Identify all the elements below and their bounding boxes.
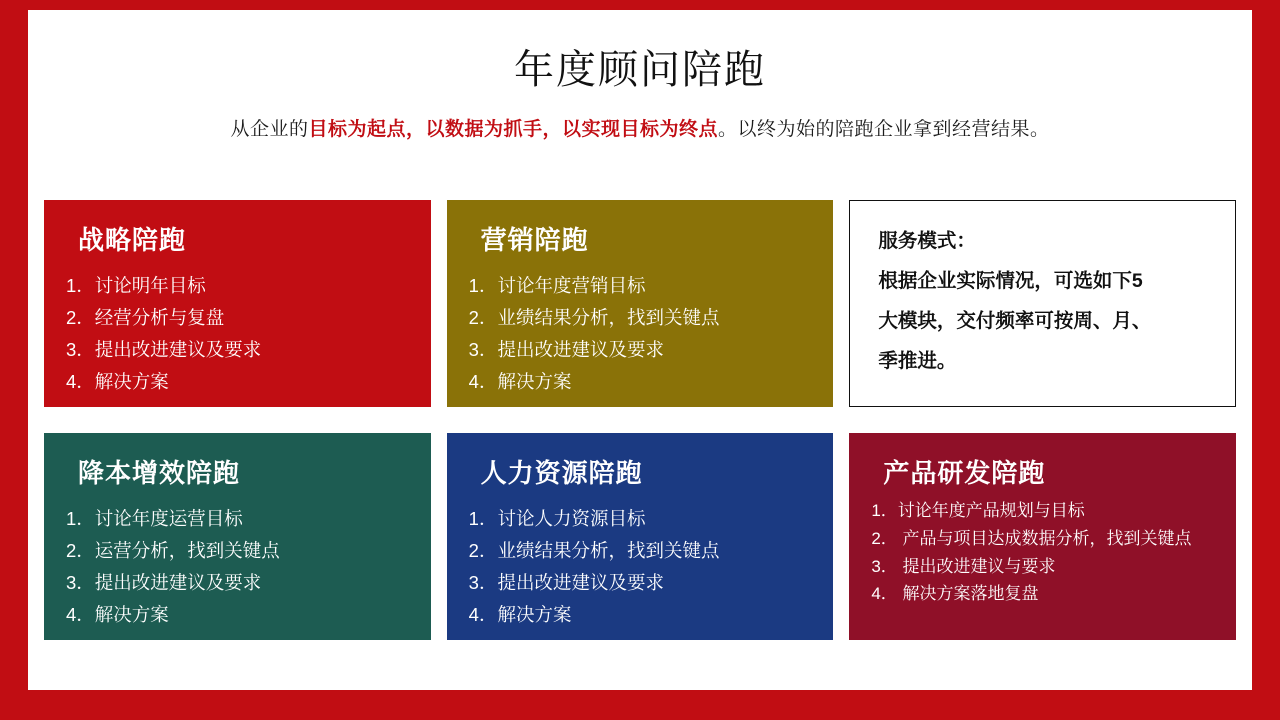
list-item: 3．提出改进建议及要求 bbox=[468, 571, 664, 593]
list-item: 1．讨论年度运营目标 bbox=[66, 508, 243, 529]
card-product-rnd[interactable] bbox=[849, 433, 1236, 640]
card-strategy[interactable] bbox=[44, 200, 431, 407]
card-cost-efficiency[interactable] bbox=[44, 433, 431, 640]
card-human-resources-title: 人力资源陪跑 bbox=[480, 458, 643, 488]
list-item: 2．业绩结果分析，找到关键点 bbox=[468, 539, 720, 561]
card-human-resources[interactable] bbox=[447, 433, 834, 640]
list-item: 1．讨论人力资源目标 bbox=[468, 508, 646, 529]
card-strategy-list bbox=[66, 271, 409, 397]
list-item: 4．解决方案 bbox=[66, 370, 169, 392]
list-item: 2．业绩结果分析，找到关键点 bbox=[468, 306, 720, 328]
card-row-bottom bbox=[28, 433, 1252, 640]
card-product-rnd-title: 产品研发陪跑 bbox=[883, 458, 1046, 488]
slide-subtitle bbox=[28, 92, 1252, 141]
service-model-heading: 服务模式： bbox=[878, 230, 976, 252]
card-marketing-title: 营销陪跑 bbox=[480, 225, 589, 255]
page-title: 年度顾问陪跑 bbox=[514, 48, 766, 92]
list-item: 3．提出改进建议及要求 bbox=[66, 338, 262, 360]
card-grid bbox=[28, 200, 1252, 640]
card-marketing[interactable] bbox=[447, 200, 834, 407]
slide-canvas bbox=[28, 10, 1252, 690]
card-row-top bbox=[28, 200, 1252, 407]
card-product-rnd-list bbox=[871, 498, 1214, 607]
subtitle-highlight: 目标为起点，以数据为抓手，以实现目标为终点 bbox=[308, 119, 718, 140]
list-item: 4．解决方案 bbox=[66, 603, 169, 625]
service-model-body bbox=[872, 219, 1213, 379]
list-item: 4．解决方案 bbox=[468, 603, 572, 625]
list-item: 2． 产品与项目达成数据分析，找到关键点 bbox=[871, 528, 1192, 548]
card-marketing-list bbox=[469, 271, 812, 397]
card-service-model[interactable] bbox=[849, 200, 1236, 407]
list-item: 2．经营分析与复盘 bbox=[66, 306, 225, 328]
list-item: 3． 提出改进建议与要求 bbox=[871, 556, 1056, 576]
subtitle-prefix: 从企业的 bbox=[230, 119, 309, 140]
subtitle-suffix: 。以终为始的陪跑企业拿到经营结果。 bbox=[718, 119, 1050, 140]
card-strategy-title: 战略陪跑 bbox=[78, 225, 187, 255]
card-cost-efficiency-list bbox=[66, 504, 409, 630]
service-model-line3: 季推进。 bbox=[878, 350, 957, 373]
list-item: 1．讨论年度营销目标 bbox=[468, 275, 646, 296]
service-model-line2: 大模块，交付频率可按周、月、 bbox=[878, 310, 1152, 333]
list-item: 4． 解决方案落地复盘 bbox=[871, 584, 1039, 604]
list-item: 3．提出改进建议及要求 bbox=[66, 571, 262, 593]
list-item: 3．提出改进建议及要求 bbox=[468, 338, 664, 360]
list-item: 2．运营分析，找到关键点 bbox=[66, 539, 280, 561]
list-item: 1．讨论年度产品规划与目标 bbox=[871, 501, 1085, 520]
card-cost-efficiency-title: 降本增效陪跑 bbox=[78, 458, 241, 488]
service-model-line1: 根据企业实际情况，可选如下5 bbox=[878, 270, 1143, 293]
card-human-resources-list bbox=[469, 504, 812, 630]
list-item: 1．讨论明年目标 bbox=[66, 275, 206, 296]
list-item: 4．解决方案 bbox=[468, 370, 572, 392]
